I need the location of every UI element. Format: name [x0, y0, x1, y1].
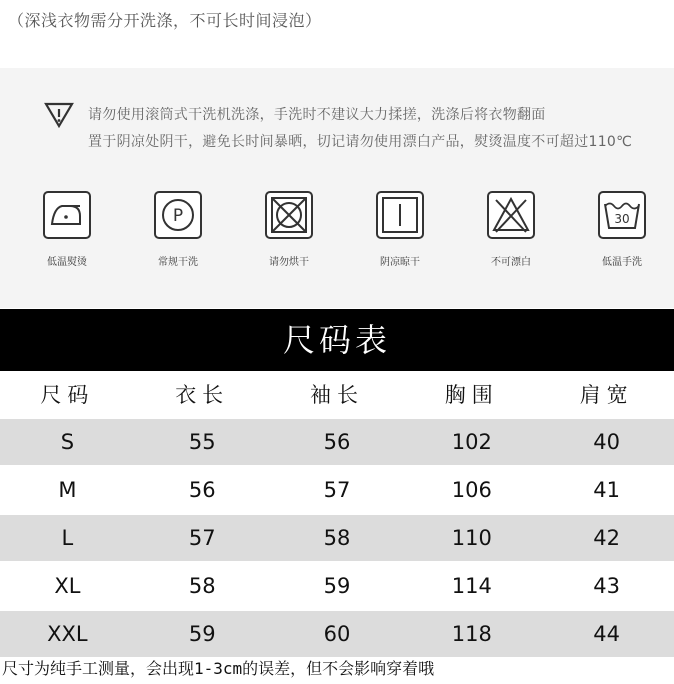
table-cell: 58: [135, 562, 270, 610]
header-length: 衣长: [135, 371, 270, 418]
header-chest: 胸围: [404, 371, 539, 418]
table-cell: S: [0, 418, 135, 466]
table-cell: 118: [404, 610, 539, 657]
table-cell: XXL: [0, 610, 135, 657]
table-cell: L: [0, 514, 135, 562]
table-row: [0, 466, 674, 514]
header-sleeve: 袖长: [270, 371, 405, 418]
care-item-shade-dry: [345, 190, 455, 268]
iron-low-temp-icon: [12, 190, 122, 240]
dry-in-shade-icon: [345, 190, 455, 240]
table-cell: 41: [539, 466, 674, 514]
care-label: 请勿烘干: [269, 257, 309, 268]
table-cell: 56: [135, 466, 270, 514]
table-cell: 106: [404, 466, 539, 514]
table-cell: 56: [270, 418, 405, 466]
care-label: 阴凉晾干: [380, 257, 420, 268]
no-bleach-icon: [456, 190, 566, 240]
size-chart-title: 尺码表: [0, 309, 674, 371]
header-size: 尺码: [0, 371, 135, 418]
wash-temperature: 30: [614, 212, 630, 226]
table-cell: 102: [404, 418, 539, 466]
table-row: [0, 610, 674, 657]
header-shoulder: 肩宽: [539, 371, 674, 418]
table-cell: 59: [270, 562, 405, 610]
table-cell: 55: [135, 418, 270, 466]
care-item-dry-clean: [123, 190, 233, 268]
wash-note: （深浅衣物需分开洗涤，不可长时间浸泡）: [8, 11, 322, 30]
care-label: 不可漂白: [491, 257, 531, 268]
table-cell: 42: [539, 514, 674, 562]
dry-clean-p-icon: [123, 190, 233, 240]
care-warning-line-2: 置于阴凉处阴干，避免长时间暴晒，切记请勿使用漂白产品，熨烫温度不可超过110℃: [88, 134, 633, 150]
svg-text:P: P: [172, 206, 184, 226]
care-item-hand-wash: [567, 190, 674, 268]
table-cell: 57: [135, 514, 270, 562]
table-cell: 114: [404, 562, 539, 610]
table-cell: 58: [270, 514, 405, 562]
table-row: [0, 562, 674, 610]
table-row: [0, 514, 674, 562]
table-cell: 40: [539, 418, 674, 466]
care-item-no-tumble: [234, 190, 344, 268]
care-item-iron: [12, 190, 122, 268]
table-cell: M: [0, 466, 135, 514]
table-cell: 59: [135, 610, 270, 657]
care-label: 低温熨烫: [47, 257, 87, 268]
table-cell: 110: [404, 514, 539, 562]
table-cell: 43: [539, 562, 674, 610]
care-item-no-bleach: [456, 190, 566, 268]
table-cell: 60: [270, 610, 405, 657]
care-label: 低温手洗: [602, 257, 642, 268]
measurement-note: 尺寸为纯手工测量，会出现1-3cm的误差，但不会影响穿着哦: [2, 659, 435, 678]
table-cell: 57: [270, 466, 405, 514]
size-table: [0, 371, 674, 657]
care-label: 常规干洗: [158, 257, 198, 268]
size-table-header-row: [0, 371, 674, 418]
care-warning-line-1: 请勿使用滚筒式干洗机洗涤，手洗时不建议大力揉搓，洗涤后将衣物翻面: [88, 107, 546, 123]
table-cell: XL: [0, 562, 135, 610]
hand-wash-30-icon: [567, 190, 674, 240]
warning-icon: [44, 102, 74, 132]
table-cell: 44: [539, 610, 674, 657]
no-tumble-dry-icon: [234, 190, 344, 240]
table-row: [0, 418, 674, 466]
